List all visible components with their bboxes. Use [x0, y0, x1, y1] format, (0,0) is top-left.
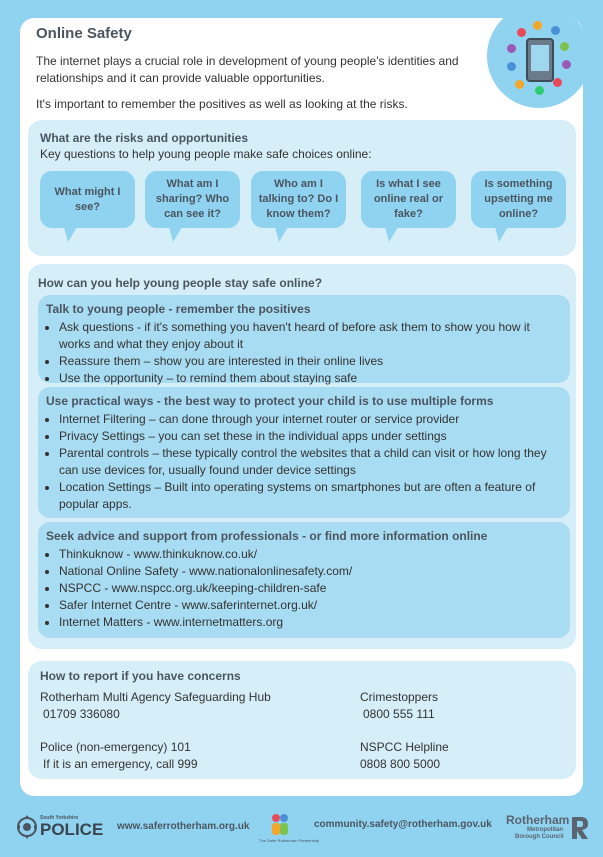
help-section [38, 387, 570, 518]
question-bubble: What am I sharing? Who can see it? [145, 171, 240, 228]
email-link[interactable]: community.safety@rotherham.gov.uk [314, 819, 492, 830]
partnership-label: The Safer Rotherham Partnership [259, 838, 320, 843]
list-item: • Reassure them – show you are interested in their online lives [59, 353, 562, 370]
list-item: • Parental controls – these typically control the websites that a child can visit or how long they can use devices for, usually found under device settings [59, 445, 562, 479]
list-item: • Privacy Settings – you can set these in the individual apps under settings [59, 428, 562, 445]
question-bubble: What might I see? [40, 171, 135, 228]
section-title: Seek advice and support from professionals - or find more information online [46, 529, 488, 543]
question-bubble: Is what I see online real or fake? [361, 171, 456, 228]
intro-paragraph: It's important to remember the positives as well as looking at the risks. [36, 97, 408, 111]
report-panel [28, 661, 576, 779]
section-title: Use practical ways - the best way to protect your child is to use multiple forms [46, 394, 494, 408]
list-item: • Thinkuknow - www.thinkuknow.co.uk/ [59, 546, 562, 563]
risks-heading: What are the risks and opportunities [40, 131, 249, 145]
contact-police: Police (non-emergency) 101 If it is an emergency, call 999 [40, 740, 198, 771]
intro-paragraph: The internet plays a crucial role in development of young people's identities and relationships and it can provide valuable opportunities. [36, 54, 459, 85]
council-logo-icon [570, 815, 590, 841]
police-badge-icon [16, 814, 38, 840]
footer [0, 800, 603, 857]
contact-crimestoppers: Crimestoppers 0800 555 111 [360, 690, 439, 721]
page-title: Online Safety [36, 25, 132, 42]
police-label: POLICE [40, 820, 104, 839]
website-link[interactable]: www.saferrotherham.org.uk [117, 821, 250, 832]
council-line1: Rotherham [506, 813, 570, 827]
section-title: Talk to young people - remember the positives [46, 302, 311, 316]
partnership-logo-icon [267, 811, 293, 837]
help-section [38, 295, 570, 383]
list-item: • Safer Internet Centre - www.saferinternet.org.uk/ [59, 597, 562, 614]
contact-mash: Rotherham Multi Agency Safeguarding Hub 01709 336080 [40, 690, 271, 721]
list-item: • Ask questions - if it's something you haven't heard of before ask them to show you how it works and what they enjoy about it [59, 319, 562, 353]
question-bubble: Is something upsetting me online? [471, 171, 566, 228]
council-line2: Metropolitan [527, 827, 563, 833]
help-heading: How can you help young people stay safe online? [38, 276, 323, 290]
question-bubble: Who am I talking to? Do I know them? [251, 171, 346, 228]
list-item: • Internet Matters - www.internetmatters.org [59, 614, 562, 631]
contact-nspcc: NSPCC Helpline 0808 800 5000 [360, 740, 449, 771]
list-item: • Use the opportunity – to remind them about staying safe [59, 370, 562, 387]
help-panel [28, 264, 576, 649]
risks-panel [28, 120, 576, 256]
list-item: • Location Settings – Built into operating systems on smartphones but are often a feature of popular apps. [59, 479, 562, 513]
risks-subheading: Key questions to help young people make safe choices online: [40, 147, 372, 161]
list-item: • National Online Safety - www.nationalonlinesafety.com/ [59, 563, 562, 580]
list-item: • NSPCC - www.nspcc.org.uk/keeping-children-safe [59, 580, 562, 597]
police-small-label: South Yorkshire [40, 815, 79, 821]
council-line3: Borough Council [515, 834, 564, 840]
help-section [38, 522, 570, 638]
content-card [20, 18, 583, 796]
list-item: • Internet Filtering – can done through your internet router or service provider [59, 411, 562, 428]
report-heading: How to report if you have concerns [40, 669, 241, 683]
